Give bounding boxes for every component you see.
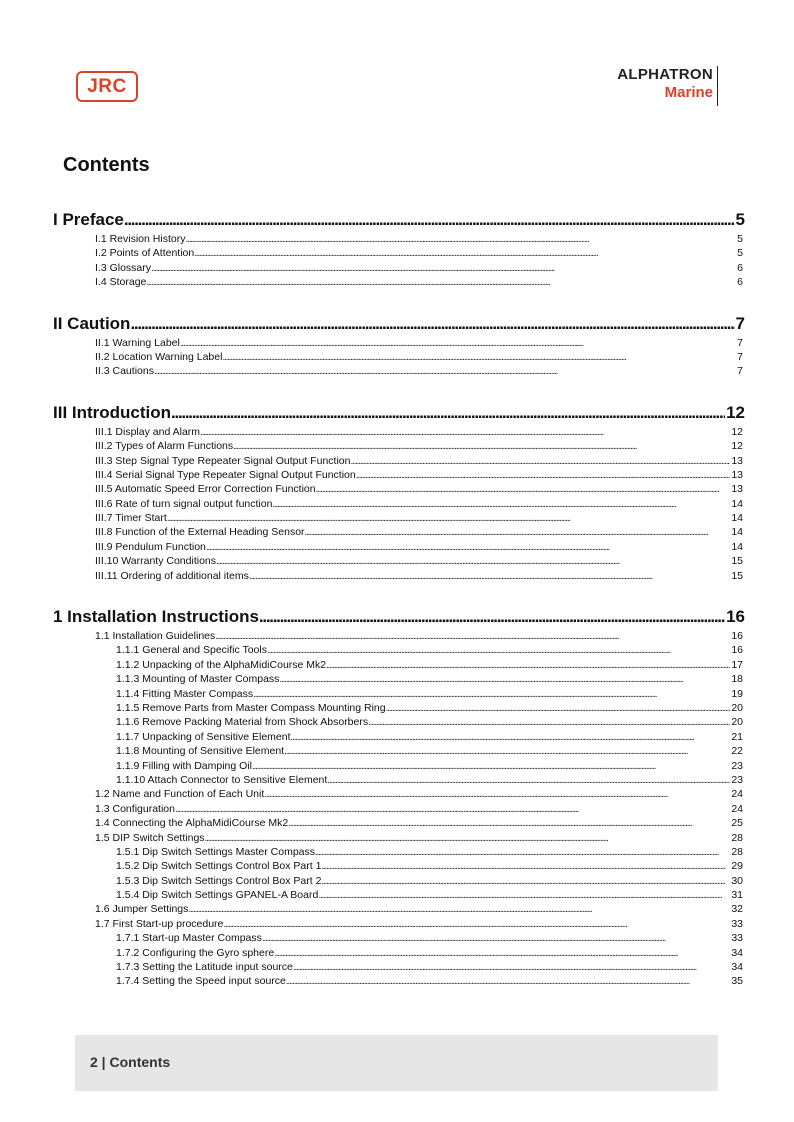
toc-entry-label: III Introduction	[53, 402, 172, 422]
toc-leader-dots	[249, 570, 730, 583]
toc-leader-dots	[216, 555, 730, 568]
toc-leader-dots	[305, 526, 731, 539]
toc-page-number: 33	[731, 932, 743, 945]
toc-entry-label: 1.7.3 Setting the Latitude input source	[116, 961, 293, 974]
toc-page-number: 34	[731, 961, 743, 974]
toc-entry-label: 1.1.8 Mounting of Sensitive Element	[116, 745, 285, 758]
toc-leader-dots	[175, 803, 730, 816]
toc-leader-dots	[368, 716, 730, 729]
toc-page-number: 21	[731, 730, 743, 743]
toc-leader-dots	[233, 440, 730, 453]
toc-leader-dots	[124, 209, 735, 230]
toc-entry-label: I.1 Revision History	[95, 233, 186, 245]
toc-entry-label: III.4 Serial Signal Type Repeater Signal Output Function	[95, 468, 356, 481]
toc-entry-label: I Preface	[53, 210, 124, 229]
toc-page-number: 35	[731, 975, 743, 988]
toc-page-number: 13	[731, 454, 743, 467]
toc-leader-dots	[326, 659, 730, 672]
toc-entry[interactable]	[53, 802, 743, 816]
toc-entry[interactable]	[53, 845, 743, 859]
toc-page-number: 13	[731, 483, 743, 496]
toc-entry[interactable]	[53, 831, 743, 845]
toc-page-number: 19	[731, 687, 743, 700]
toc-entry[interactable]	[53, 511, 743, 525]
toc-entry[interactable]	[53, 816, 743, 830]
toc-leader-dots	[327, 774, 730, 787]
toc-entry[interactable]	[53, 350, 743, 364]
toc-entry[interactable]	[53, 974, 743, 988]
toc-page-number: 14	[731, 526, 743, 539]
toc-entry[interactable]	[53, 232, 743, 246]
toc-chapter-entry[interactable]	[53, 313, 745, 334]
toc-leader-dots	[318, 889, 730, 902]
toc-entry[interactable]	[53, 482, 743, 496]
toc-page-number: 16	[731, 644, 743, 657]
toc-leader-dots	[200, 426, 730, 439]
toc-entry-label: 1.2 Name and Function of Each Unit	[95, 788, 265, 801]
toc-page-number: 18	[731, 673, 743, 686]
toc-entry-label: 1.7.1 Start-up Master Compass	[116, 932, 262, 945]
toc-page-number: 20	[731, 701, 743, 714]
toc-page-number: 20	[731, 716, 743, 729]
toc-entry[interactable]	[53, 715, 743, 729]
toc-entry[interactable]	[53, 773, 743, 787]
toc-entry-label: III.7 Timer Start	[95, 512, 167, 525]
toc-entry-label: 1.7.4 Setting the Speed input source	[116, 975, 286, 988]
toc-entry[interactable]	[53, 569, 743, 583]
toc-page-number: 32	[731, 903, 743, 916]
toc-page-number: 12	[731, 425, 743, 438]
toc-leader-dots	[205, 832, 731, 845]
toc-entry-label: III.8 Function of the External Heading Sensor	[95, 526, 305, 539]
toc-entry[interactable]	[53, 643, 743, 657]
toc-entry[interactable]	[53, 554, 743, 568]
toc-page-number: 13	[731, 468, 743, 481]
toc-entry-label: 1.1 Installation Guidelines	[95, 630, 216, 643]
toc-leader-dots	[215, 630, 730, 643]
toc-entry-label: 1.1.3 Mounting of Master Compass	[116, 673, 280, 686]
toc-entry-label: 1.4 Connecting the AlphaMidiCourse Mk2	[95, 817, 289, 830]
toc-entry[interactable]	[53, 425, 743, 439]
toc-leader-dots	[223, 918, 730, 931]
toc-page-number: 28	[731, 845, 743, 858]
toc-entry-label: III.3 Step Signal Type Repeater Signal Output Function	[95, 454, 351, 467]
toc-entry-label: III.1 Display and Alarm	[95, 425, 201, 438]
toc-entry-label: 1.5.3 Dip Switch Settings Control Box Part 2	[116, 874, 322, 887]
toc-page-number: 15	[731, 555, 743, 568]
toc-leader-dots	[262, 932, 730, 945]
toc-leader-dots	[167, 512, 731, 525]
toc-entry[interactable]	[53, 275, 743, 289]
toc-page-number: 16	[731, 630, 743, 643]
toc-entry-label: 1 Installation Instructions	[53, 607, 259, 627]
toc-entry[interactable]	[53, 364, 743, 378]
toc-leader-dots	[321, 875, 730, 888]
toc-entry-label: 1.7 First Start-up procedure	[95, 917, 224, 930]
toc-leader-dots	[185, 233, 736, 246]
toc-entry[interactable]	[53, 730, 743, 744]
toc-entry-label: III.2 Types of Alarm Functions	[95, 440, 234, 453]
toc-leader-dots	[293, 961, 730, 974]
toc-leader-dots	[316, 483, 731, 496]
toc-entry[interactable]	[53, 468, 743, 482]
toc-leader-dots	[130, 313, 734, 334]
toc-entry[interactable]	[53, 672, 743, 686]
toc-entry-label: 1.1.2 Unpacking of the AlphaMidiCourse Mk2	[116, 658, 327, 671]
toc-entry-label: II.3 Cautions	[95, 365, 154, 378]
toc-entry[interactable]	[53, 960, 743, 974]
toc-page-number: 24	[731, 788, 743, 801]
alphatron-marine-logo	[600, 66, 718, 106]
toc-entry-label: III.11 Ordering of additional items	[95, 569, 249, 582]
toc-entry[interactable]	[53, 454, 743, 468]
page-title: Contents	[63, 154, 150, 176]
toc-page-number: 33	[731, 917, 743, 930]
alphatron-logo-text: ALPHATRON	[617, 66, 713, 83]
toc-entry-label: III.5 Automatic Speed Error Correction Function	[95, 483, 316, 496]
toc-page-number: 17	[731, 658, 743, 671]
toc-entry[interactable]	[53, 917, 743, 931]
toc-leader-dots	[252, 760, 730, 773]
toc-page-number: 7	[737, 350, 743, 363]
toc-entry-label: III.9 Pendulum Function	[95, 540, 206, 553]
toc-entry-label: II.1 Warning Label	[95, 336, 180, 349]
toc-page-number: 23	[731, 773, 743, 786]
toc-leader-dots	[356, 469, 731, 482]
toc-entry-label: 1.1.6 Remove Packing Material from Shock Absorbers	[116, 716, 369, 729]
toc-entry[interactable]	[53, 859, 743, 873]
footer-page-label: 2 | Contents	[90, 1054, 171, 1070]
toc-leader-dots	[194, 247, 736, 260]
toc-chapter-entry[interactable]	[53, 402, 745, 423]
toc-page-number: 5	[737, 247, 743, 260]
toc-leader-dots	[171, 402, 725, 423]
toc-leader-dots	[274, 947, 730, 960]
toc-leader-dots	[321, 860, 730, 873]
toc-entry-label: 1.5.2 Dip Switch Settings Control Box Part 1	[116, 860, 322, 873]
toc-leader-dots	[288, 817, 730, 830]
toc-entry-label: 1.1.4 Fitting Master Compass	[116, 687, 254, 700]
toc-page-number: 6	[737, 276, 743, 289]
toc-entry[interactable]	[53, 946, 743, 960]
toc-page-number: 7	[737, 365, 743, 378]
toc-page-number: 25	[731, 817, 743, 830]
toc-page-number: 23	[731, 759, 743, 772]
toc-entry-label: II Caution	[53, 313, 131, 333]
toc-entry-label: 1.7.2 Configuring the Gyro sphere	[116, 946, 275, 959]
toc-entry-label: 1.1.10 Attach Connector to Sensitive Element	[116, 773, 328, 786]
toc-page-number: 14	[731, 512, 743, 525]
toc-entry-label: I.4 Storage	[95, 276, 147, 289]
toc-leader-dots	[286, 975, 730, 988]
toc-page-number: 15	[731, 569, 743, 582]
toc-leader-dots	[291, 731, 731, 744]
toc-entry[interactable]	[53, 888, 743, 902]
toc-chapter-entry[interactable]	[53, 606, 745, 627]
toc-entry[interactable]	[53, 246, 743, 260]
toc-page-number: 31	[731, 889, 743, 902]
page-footer	[75, 1035, 718, 1091]
toc-entry[interactable]	[53, 687, 743, 701]
toc-entry-label: I.3 Glossary	[95, 261, 152, 274]
toc-entry[interactable]	[53, 497, 743, 511]
toc-chapter-entry[interactable]	[53, 209, 745, 230]
marine-logo-text: Marine	[664, 84, 713, 101]
toc-page-number: 5	[735, 210, 745, 229]
toc-page-number: 7	[735, 313, 745, 333]
toc-page-number: 14	[731, 540, 743, 553]
toc-leader-dots	[154, 365, 736, 378]
toc-page-number: 16	[726, 607, 745, 627]
toc-entry-label: II.2 Location Warning Label	[95, 350, 223, 363]
toc-page-number: 12	[731, 440, 743, 453]
toc-leader-dots	[272, 498, 730, 511]
toc-entry-label: 1.3 Configuration	[95, 802, 175, 815]
toc-page-number: 12	[726, 402, 745, 422]
toc-entry[interactable]	[53, 336, 743, 350]
toc-entry[interactable]	[53, 931, 743, 945]
toc-leader-dots	[386, 702, 731, 715]
toc-entry[interactable]	[53, 759, 743, 773]
toc-leader-dots	[180, 337, 736, 350]
toc-leader-dots	[279, 673, 730, 686]
toc-entry-label: III.6 Rate of turn signal output function	[95, 497, 273, 510]
toc-entry-label: III.10 Warranty Conditions	[95, 555, 216, 568]
toc-entry[interactable]	[53, 902, 743, 916]
toc-leader-dots	[222, 351, 736, 364]
toc-entry-label: 1.5.1 Dip Switch Settings Master Compass	[116, 845, 315, 858]
toc-page-number: 28	[731, 831, 743, 844]
toc-leader-dots	[350, 455, 730, 468]
toc-page-number: 34	[731, 946, 743, 959]
toc-entry[interactable]	[53, 744, 743, 758]
toc-entry[interactable]	[53, 540, 743, 554]
toc-leader-dots	[284, 745, 730, 758]
toc-leader-dots	[267, 644, 730, 657]
toc-entry[interactable]	[53, 525, 743, 539]
toc-leader-dots	[206, 541, 730, 554]
toc-entry-label: 1.5 DIP Switch Settings	[95, 831, 205, 844]
toc-entry-label: 1.5.4 Dip Switch Settings GPANEL-A Board	[116, 889, 319, 902]
toc-page-number: 6	[737, 261, 743, 274]
toc-page-number: 5	[737, 233, 743, 245]
toc-leader-dots	[315, 846, 730, 859]
jrc-logo	[76, 71, 138, 102]
toc-page-number: 7	[737, 336, 743, 349]
toc-page-number: 24	[731, 802, 743, 815]
toc-entry[interactable]	[53, 439, 743, 453]
toc-leader-dots	[146, 276, 736, 289]
toc-entry-label: 1.1.5 Remove Parts from Master Compass Mounting Ring	[116, 701, 386, 714]
toc-page-number: 29	[731, 860, 743, 873]
table-of-contents	[53, 209, 745, 989]
toc-leader-dots	[264, 788, 730, 801]
toc-entry-label: 1.1.9 Filling with Damping Oil	[116, 759, 252, 772]
toc-entry-label: 1.1.7 Unpacking of Sensitive Element	[116, 730, 291, 743]
toc-entry-label: 1.1.1 General and Specific Tools	[116, 644, 267, 657]
toc-entry-label: 1.6 Jumper Settings	[95, 903, 189, 916]
toc-entry[interactable]	[53, 629, 743, 643]
toc-leader-dots	[253, 688, 730, 701]
toc-entry-label: I.2 Points of Attention	[95, 247, 195, 260]
toc-page-number: 22	[731, 745, 743, 758]
toc-entry[interactable]	[53, 874, 743, 888]
toc-leader-dots	[259, 606, 725, 627]
toc-leader-dots	[188, 903, 730, 916]
toc-entry[interactable]	[53, 658, 743, 672]
toc-page-number: 30	[731, 874, 743, 887]
jrc-logo-text: JRC	[87, 76, 127, 97]
toc-leader-dots	[151, 262, 736, 275]
toc-entry[interactable]	[53, 787, 743, 801]
toc-entry[interactable]	[53, 701, 743, 715]
toc-entry[interactable]	[53, 261, 743, 275]
toc-page-number: 14	[731, 497, 743, 510]
